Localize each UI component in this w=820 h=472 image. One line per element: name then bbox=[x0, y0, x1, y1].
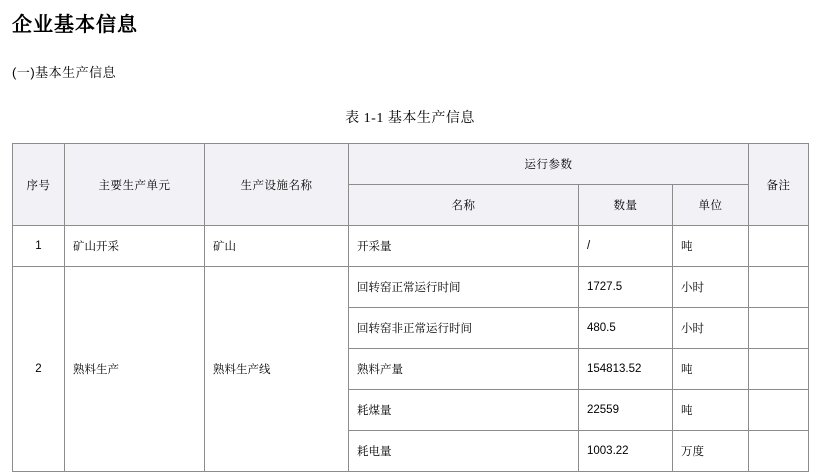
header-param-qty: 数量 bbox=[579, 185, 673, 226]
table-row bbox=[13, 267, 809, 308]
cell-param-qty: 22559 bbox=[579, 390, 673, 431]
cell-param-name: 熟料产量 bbox=[349, 349, 579, 390]
cell-note bbox=[749, 267, 809, 308]
cell-param-name: 耗煤量 bbox=[349, 390, 579, 431]
cell-param-qty: / bbox=[579, 226, 673, 267]
cell-param-unit: 万度 bbox=[673, 431, 749, 472]
cell-param-qty: 480.5 bbox=[579, 308, 673, 349]
cell-param-unit: 小时 bbox=[673, 308, 749, 349]
cell-seq: 2 bbox=[13, 267, 65, 472]
cell-param-name: 开采量 bbox=[349, 226, 579, 267]
cell-note bbox=[749, 308, 809, 349]
cell-facility: 熟料生产线 bbox=[205, 267, 349, 472]
document-page bbox=[0, 8, 820, 467]
table-row bbox=[13, 226, 809, 267]
header-note: 备注 bbox=[749, 144, 809, 226]
cell-param-unit: 吨 bbox=[673, 390, 749, 431]
header-params-group: 运行参数 bbox=[349, 144, 749, 185]
page-title: 企业基本信息 bbox=[12, 14, 138, 36]
header-param-unit: 单位 bbox=[673, 185, 749, 226]
basic-production-info-table bbox=[12, 143, 809, 472]
table-caption: 表 1-1 基本生产信息 bbox=[345, 111, 475, 126]
cell-param-name: 回转窑正常运行时间 bbox=[349, 267, 579, 308]
header-facility: 生产设施名称 bbox=[205, 144, 349, 226]
header-unit: 主要生产单元 bbox=[65, 144, 205, 226]
cell-param-unit: 吨 bbox=[673, 226, 749, 267]
cell-param-qty: 1727.5 bbox=[579, 267, 673, 308]
cell-facility: 矿山 bbox=[205, 226, 349, 267]
cell-unit: 熟料生产 bbox=[65, 267, 205, 472]
cell-note bbox=[749, 349, 809, 390]
cell-param-qty: 154813.52 bbox=[579, 349, 673, 390]
cell-param-name: 耗电量 bbox=[349, 431, 579, 472]
header-seq: 序号 bbox=[13, 144, 65, 226]
cell-param-qty: 1003.22 bbox=[579, 431, 673, 472]
cell-unit: 矿山开采 bbox=[65, 226, 205, 267]
cell-seq: 1 bbox=[13, 226, 65, 267]
table-header bbox=[13, 144, 809, 226]
cell-note bbox=[749, 226, 809, 267]
cell-param-unit: 吨 bbox=[673, 349, 749, 390]
table-header-row-1 bbox=[13, 144, 809, 185]
table-body bbox=[13, 226, 809, 472]
cell-param-name: 回转窑非正常运行时间 bbox=[349, 308, 579, 349]
header-param-name: 名称 bbox=[349, 185, 579, 226]
cell-param-unit: 小时 bbox=[673, 267, 749, 308]
cell-note bbox=[749, 390, 809, 431]
section-heading: (一)基本生产信息 bbox=[12, 65, 117, 80]
cell-note bbox=[749, 431, 809, 472]
